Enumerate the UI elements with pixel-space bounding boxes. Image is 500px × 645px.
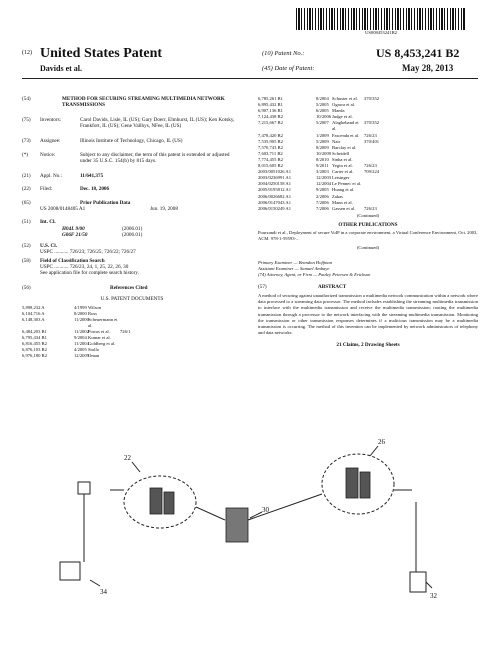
ref-numeral-34: 34 (100, 588, 107, 596)
reference-inventor: Goldberg et al. (88, 341, 116, 347)
reference-class (120, 353, 242, 359)
reference-class: 726/23 (364, 205, 377, 211)
field-label: Appl. No.: (40, 172, 63, 179)
reference-date: 5/2007 (316, 120, 329, 126)
reference-inventor: Scheidell (332, 150, 350, 156)
prior-pub (40, 206, 242, 212)
reference-inventor: Barclay et al. (332, 144, 357, 150)
reference-number: 6,795,434 B1 (22, 335, 47, 340)
reference-inventor: Carter et al. (332, 169, 354, 175)
field-label: Field of Classification Search (40, 257, 105, 264)
reference-number: 6,816,455 B2 (22, 341, 47, 347)
reference-row (258, 206, 478, 212)
field-label: U.S. Cl. (40, 242, 58, 249)
reference-inventor: Sinha et al. (332, 156, 353, 162)
int-cl-date: (2006.01) (122, 225, 143, 232)
field-22 (22, 186, 242, 192)
reference-number: 8,015,605 B2 (258, 163, 283, 169)
field-code: (54) (22, 96, 31, 102)
reference-number: 5,898,232 A (22, 304, 45, 310)
reference-inventor: Yegin et al. (332, 163, 353, 169)
reference-class (120, 317, 242, 329)
field-notice (22, 152, 242, 165)
reference-inventor: Kumar et al. (88, 335, 111, 340)
reference-date: 5/2009 (316, 138, 329, 144)
field-label: References Cited (110, 284, 148, 291)
reference-inventor: Zakas (332, 193, 343, 199)
reference-inventor: Schuster et al. (332, 96, 358, 101)
right-endpoint-icon (410, 572, 426, 592)
abstract-heading: ABSTRACT (318, 283, 347, 290)
field-code: (21) (22, 172, 31, 179)
patent-date: May 28, 2013 (402, 63, 454, 73)
field-54 (22, 96, 242, 109)
network-figure (0, 432, 500, 637)
attorney: (74) Attorney, Agent, or Firm — Pauley Petersen & Erickson (258, 271, 371, 277)
claims-line: 21 Claims, 2 Drawing Sheets (336, 341, 400, 348)
reference-row (22, 353, 242, 359)
reference-inventor: Alagheband et al. (332, 120, 359, 132)
left-server-icon-2 (164, 492, 174, 514)
ref-numeral-30: 30 (262, 506, 269, 514)
us-docs-heading: U.S. PATENT DOCUMENTS (100, 296, 164, 303)
reference-row (258, 120, 478, 132)
field-56 (22, 285, 242, 291)
reference-number: 6,876,103 B2 (22, 347, 47, 353)
refs-continued: (Continued) (356, 212, 380, 218)
reference-date: 4/1999 (74, 304, 87, 310)
reference-date: 12/2003 (316, 175, 332, 181)
reference-inventor: Le Pennec et al. (332, 181, 362, 187)
reference-class: 370/352 (364, 96, 380, 101)
notice-text: Subject to any disclaimer, the term of this patent is extended or adjusted under 35 U.S.C. 154(b) by 815 days. (80, 152, 230, 165)
search-history-note: See application file for complete search history. (40, 270, 139, 277)
reference-number: 7,215,667 B2 (258, 120, 283, 126)
left-column (22, 96, 242, 359)
reference-inventor: Huang et al. (332, 187, 355, 193)
reference-number: 2003/0051026 A1 (258, 169, 292, 175)
right-column (258, 96, 478, 348)
reference-inventor: Mann et al. (332, 199, 353, 205)
filed-date: Dec. 18, 2006 (80, 186, 110, 193)
reference-date: 9/2005 (316, 187, 329, 193)
other-pubs-continued: (Continued) (356, 245, 380, 251)
header-rule (22, 78, 478, 79)
reference-inventor: Ross (88, 310, 97, 316)
abstract-code: (57) (258, 283, 267, 290)
field-label: Inventors: (40, 116, 62, 123)
reference-date: 4/2005 (74, 347, 87, 353)
reference-date: 9/2011 (316, 163, 329, 169)
patent-title: United States Patent (40, 46, 163, 61)
country-code: (12) (22, 50, 32, 56)
reference-date: 6/2005 (316, 108, 329, 114)
reference-number: 7,570,743 B2 (258, 144, 283, 150)
reference-class: 726/1 (120, 328, 131, 334)
security-appliance-icon (226, 508, 248, 542)
inventors-text: Carol Davids, Lisle, IL (US); Gary Doerr, Elmhurst, IL (US); Ken Kotsky, Frankfort, IL (US); Gene Vallhys, NFee, IL (US) (80, 116, 235, 130)
field-label: Notice: (40, 152, 56, 159)
search-text: USPC ........... 726/23, 24, 1, 25, 22, 26, 30 (40, 263, 129, 270)
reference-number: 2004/0250158 A1 (258, 181, 292, 187)
assistant-examiner: Assistant Examiner — Samuel Ambaye (258, 265, 330, 271)
reference-number: 6,148,303 A (22, 316, 45, 322)
reference-number: 7,603,711 B2 (258, 150, 283, 156)
field-label: Int. Cl. (40, 219, 56, 226)
appl-no: 11/641,375 (80, 172, 104, 179)
reference-date: 2/2006 (316, 193, 329, 199)
reference-inventor: Scheuermann et al. (88, 316, 118, 328)
reference-date: 8/2004 (316, 96, 329, 101)
abstract-heading-row (258, 284, 478, 290)
reference-inventor: Fascenda et al. (332, 132, 360, 138)
field-label: Filed: (40, 186, 53, 193)
field-label: Assignee: (40, 137, 61, 144)
int-cl-code: G06F 21/50 (62, 232, 88, 239)
assignee-text: Illinois Institute of Technology, Chicago, IL (US) (80, 137, 183, 144)
field-code: (52) (22, 242, 31, 249)
reference-class: 370/352 (364, 120, 380, 126)
field-code: (*) (22, 152, 29, 159)
reference-inventor: Stolfo (88, 347, 100, 353)
abstract-text: A method of securing against unauthorized transmission a multimedia network communication within a network where data processed to a streaming data processor. The method includes establishing the streaming multimedia transmission to interface with the multimedia transmission and receive the multimedia transmission; routing the multimedia transmission through a processor to the network interfacing with the streaming multimedia transmission. Monitoring the transmission or other transmission responses determines if a malicious transmission may be a multimedia transmission is occurring. The method of this invention can be implemented by network administrators of telephony and data networks. (258, 293, 478, 335)
reference-date: 11/2004 (74, 341, 89, 347)
right-server-icon (346, 468, 358, 498)
patent-no-label: (10) Patent No.: (262, 50, 305, 57)
reference-date: 11/2002 (74, 328, 89, 334)
reference-date: 12/2005 (74, 353, 90, 359)
reference-number: 6,104,716 A (22, 310, 45, 316)
field-75 (22, 117, 242, 130)
reference-inventor: Judge et al. (332, 114, 353, 120)
ref-numeral-32: 32 (430, 592, 437, 600)
left-server-icon (150, 488, 162, 514)
left-endpoint-icon (60, 562, 80, 580)
ref-numeral-22: 22 (124, 454, 131, 462)
reference-inventor: Letsinger (332, 175, 350, 181)
primary-examiner: Primary Examiner — Brandon Hoffman (258, 259, 333, 265)
int-cl-2 (62, 232, 242, 238)
reference-date: 8/2009 (316, 144, 329, 150)
left-phone-icon (78, 482, 90, 494)
reference-inventor: Nair (332, 138, 341, 144)
reference-number: 6,895,432 B1 (258, 102, 283, 108)
other-pubs-text: Pourzandi et al., Deployment of secure VoIP in a corporate environment, a Virtual Conference Environment, Oct. 2003, ACM. 978-1-59593-... (258, 230, 478, 242)
patent-number: US 8,453,241 B2 (376, 46, 460, 60)
prior-pub-number: US 2008/0148405 A1 (40, 206, 86, 213)
reference-inventor: Ogawa et al. (332, 102, 356, 108)
reference-row (22, 317, 242, 329)
reference-class: 726/23 (364, 132, 377, 138)
field-code: (56) (22, 284, 31, 291)
field-code: (51) (22, 219, 31, 226)
int-cl-code: H04L 9/00 (62, 225, 85, 232)
reference-number: 6,976,180 B2 (22, 353, 47, 359)
reference-date: 3/2003 (316, 169, 329, 175)
field-label: Prior Publication Data (80, 199, 131, 206)
reference-inventor: Porras et al. (88, 328, 110, 334)
reference-date: 10/2009 (316, 150, 332, 156)
us-cl-text: USPC ........... 726/23; 726/25; 726/22; 726/27 (40, 249, 136, 256)
other-pubs-heading: OTHER PUBLICATIONS (338, 221, 398, 228)
reference-inventor: Maeda (332, 108, 345, 114)
reference-date: 1/2009 (316, 132, 329, 138)
field-73 (22, 138, 242, 144)
reference-date: 8/2010 (316, 156, 329, 162)
reference-inventor: Oman (88, 353, 100, 359)
reference-number: 6,785,261 B1 (258, 96, 283, 101)
reference-number: 2006/0150249 A1 (258, 205, 292, 211)
reference-date: 5/2005 (316, 102, 329, 108)
reference-number: 7,535,905 B2 (258, 138, 283, 144)
reference-date: 10/2006 (316, 114, 332, 120)
field-code: (58) (22, 257, 31, 264)
prior-pub-date: Jun. 19, 2008 (150, 206, 178, 213)
us-docs-list (22, 305, 242, 360)
reference-number: 2005/0195812 A1 (258, 187, 292, 193)
reference-date: 11/2000 (74, 316, 89, 322)
reference-number: 2003/0236991 A1 (258, 175, 292, 181)
reference-class: 709/224 (364, 169, 380, 175)
reference-date: 8/2000 (74, 310, 87, 316)
reference-number: 2006/0147043 A1 (258, 199, 292, 205)
inventor-short: Davids et al. (40, 64, 82, 73)
field-code: (73) (22, 137, 31, 144)
reference-date: 12/2004 (316, 181, 332, 187)
reference-number: 7,478,420 B2 (258, 132, 283, 138)
reference-inventor: Gassen et al. (332, 205, 356, 211)
field-code: (65) (22, 199, 31, 206)
barcode (296, 8, 466, 30)
reference-number: 7,774,455 B2 (258, 156, 283, 162)
int-cl-date: (2006.01) (122, 232, 143, 239)
reference-number: 2006/0026682 A1 (258, 193, 292, 199)
reference-number: 7,124,438 B2 (258, 114, 283, 120)
reference-inventor: Wilson (88, 304, 102, 310)
reference-date: 7/2006 (316, 205, 329, 211)
reference-number: 6,907,136 B1 (258, 108, 283, 114)
reference-class: 726/23 (364, 163, 377, 169)
field-21 (22, 173, 242, 179)
reference-date: 9/2004 (74, 335, 87, 340)
right-refs-list (258, 96, 478, 212)
ref-numeral-26: 26 (378, 438, 385, 446)
right-server-icon-2 (360, 472, 370, 498)
field-code: (22) (22, 186, 31, 193)
barcode-number: US008453241B2 (365, 30, 397, 35)
reference-date: 7/2006 (316, 199, 329, 205)
date-label: (45) Date of Patent: (262, 65, 315, 72)
invention-title: METHOD FOR SECURING STREAMING MULTIMEDIA NETWORK TRANSMISSIONS (62, 96, 225, 109)
reference-number: 6,484,203 B1 (22, 328, 47, 334)
field-code: (75) (22, 116, 31, 123)
reference-class: 370/401 (364, 138, 380, 144)
